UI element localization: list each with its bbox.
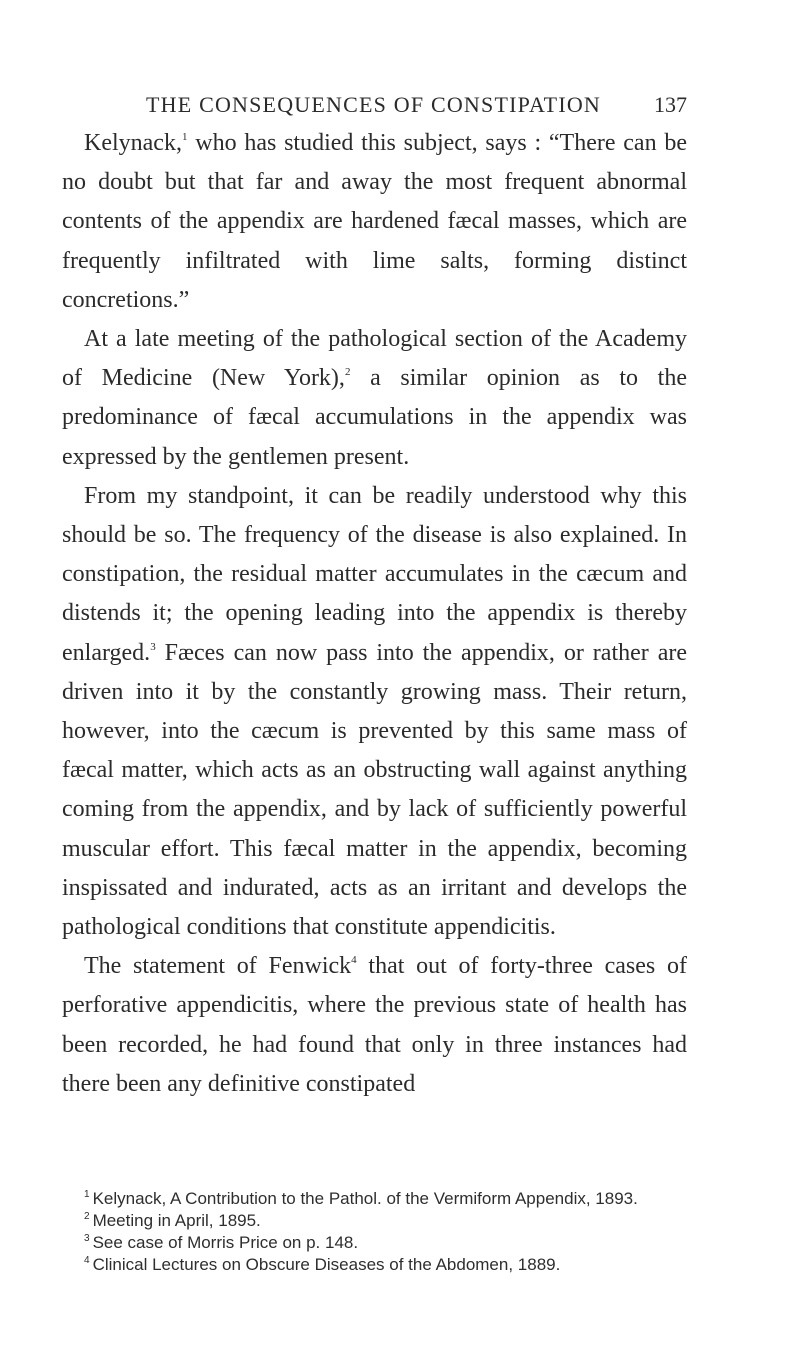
paragraph	[62, 320, 687, 477]
paragraph	[62, 124, 687, 320]
footnote	[62, 1232, 687, 1254]
footnote-marker: 3	[84, 1233, 90, 1244]
text-segment: The statement of Fenwick	[84, 953, 352, 980]
text-segment: a similar opinion as to the predominance of fæcal accumulations in the appendix was expressed by the gentlemen present.	[62, 365, 687, 470]
footnote	[62, 1210, 687, 1232]
running-title: THE CONSEQUENCES OF CONSTIPATION	[146, 92, 602, 117]
footnote-marker: 2	[84, 1211, 90, 1222]
footnote-text: Meeting in April, 1895.	[92, 1211, 261, 1230]
text-segment: Kelynack,	[84, 130, 182, 156]
footnote-marker: 4	[84, 1255, 90, 1266]
body-text	[62, 124, 687, 1104]
text-segment: From my standpoint, it can be readily understood why this should be so. The frequency of the disease is also explained. In constipation, the residual matter accumulates in the cæcum and distends it; the opening leading into the appendix is thereby enlarged.	[62, 482, 687, 666]
footnote-reference: 4	[351, 954, 357, 967]
text-segment: who has studied this subject, says : “There can be no doubt but that far and away the most frequent abnormal contents of the appendix are hardened fæcal masses, which are frequently infiltrated with lime salts, forming distinct concretions.”	[62, 130, 687, 313]
text-segment: Fæces can now pass into the appendix, or rather are driven into it by the constantly growing mass. Their return, however, into the cæcum is prevented by this same mass of fæcal matter, which acts as an obstructing wall against anything coming from the appendix, and by lack of sufficiently powerful muscular effort. This fæcal matter in the appendix, becoming inspissated and indurated, acts as an irritant and develops the pathological conditions that constitute appendicitis.	[62, 639, 687, 941]
text-segment: At a late meeting of the pathological section of the Academy of Medicine (New York),	[62, 326, 687, 392]
footnotes	[62, 1188, 687, 1276]
footnote-text: Kelynack, A Contribution to the Pathol. of the Vermiform Appendix, 1893.	[92, 1189, 638, 1208]
footnote	[62, 1254, 687, 1276]
footnote-marker: 1	[84, 1189, 90, 1200]
footnote-text: See case of Morris Price on p. 148.	[92, 1233, 359, 1252]
footnote-reference: 3	[150, 640, 156, 653]
footnote	[62, 1188, 687, 1210]
footnote-text: Clinical Lectures on Obscure Diseases of the Abdomen, 1889.	[92, 1255, 561, 1274]
paragraph	[62, 477, 687, 947]
paragraph	[62, 947, 687, 1104]
page-header	[62, 92, 687, 120]
footnote-reference: 1	[181, 131, 188, 143]
footnote-reference: 2	[344, 366, 351, 379]
text-segment: that out of forty-three cases of perforative appendicitis, where the previous state of health has been recorded, he had found that only in three instances had there been any definitive constipated	[62, 953, 687, 1097]
page-number: 137	[654, 92, 687, 117]
